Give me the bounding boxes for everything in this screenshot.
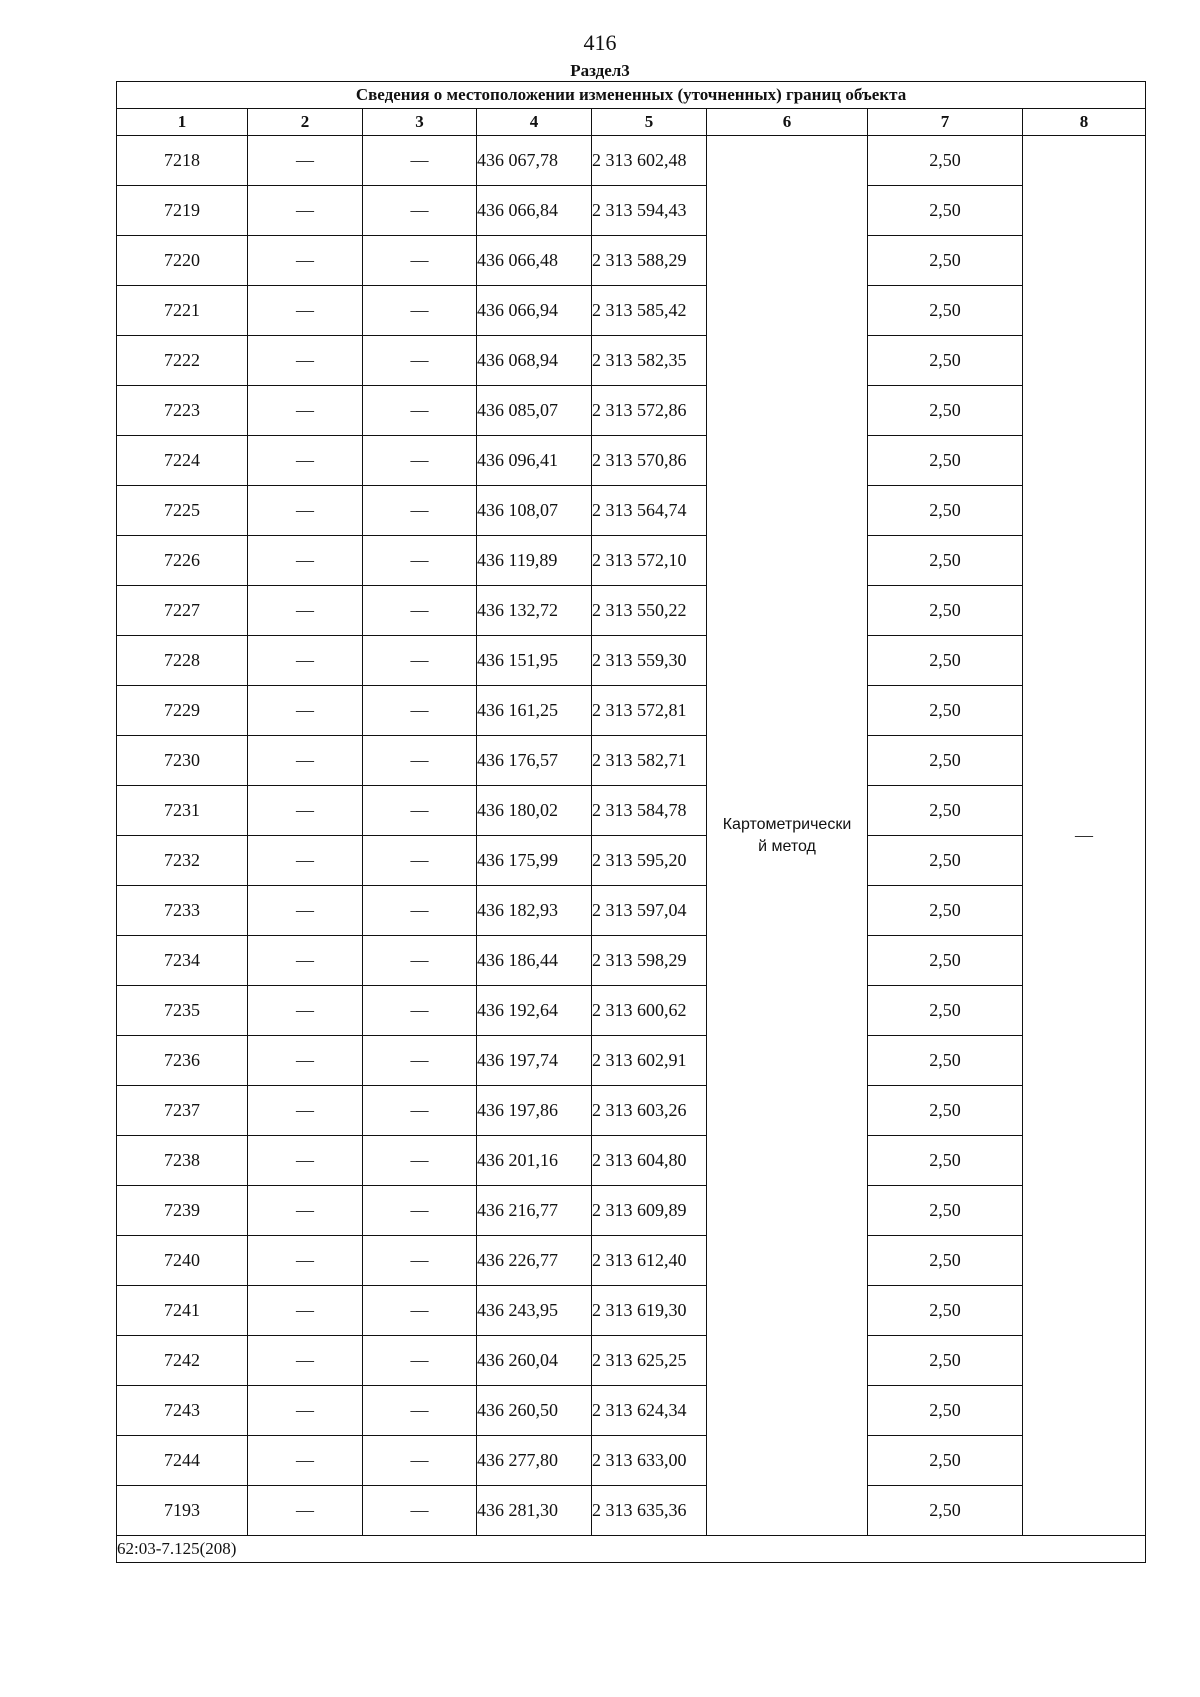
point-number-cell: 7193 <box>117 1486 248 1536</box>
accuracy-cell: 2,50 <box>868 786 1023 836</box>
x-coordinate-cell: 436 182,93 <box>477 886 592 936</box>
y-coordinate-cell: 2 313 612,40 <box>592 1236 707 1286</box>
accuracy-cell: 2,50 <box>868 536 1023 586</box>
table-row <box>117 1486 1146 1536</box>
table-row <box>117 836 1146 886</box>
accuracy-cell: 2,50 <box>868 1036 1023 1086</box>
y-coordinate-cell: 2 313 602,48 <box>592 136 707 186</box>
accuracy-cell: 2,50 <box>868 586 1023 636</box>
column-3-cell: — <box>363 986 477 1036</box>
y-coordinate-cell: 2 313 588,29 <box>592 236 707 286</box>
method-line-2: й метод <box>758 837 816 855</box>
column-3-cell: — <box>363 336 477 386</box>
x-coordinate-cell: 436 066,84 <box>477 186 592 236</box>
table-row <box>117 386 1146 436</box>
y-coordinate-cell: 2 313 585,42 <box>592 286 707 336</box>
y-coordinate-cell: 2 313 582,71 <box>592 736 707 786</box>
column-2-cell: — <box>248 1386 363 1436</box>
table-row <box>117 786 1146 836</box>
y-coordinate-cell: 2 313 619,30 <box>592 1286 707 1336</box>
x-coordinate-cell: 436 216,77 <box>477 1186 592 1236</box>
column-2-cell: — <box>248 1186 363 1236</box>
y-coordinate-cell: 2 313 559,30 <box>592 636 707 686</box>
y-coordinate-cell: 2 313 624,34 <box>592 1386 707 1436</box>
table-row <box>117 686 1146 736</box>
column-3-cell: — <box>363 536 477 586</box>
table-row <box>117 186 1146 236</box>
point-number-cell: 7224 <box>117 436 248 486</box>
column-2-cell: — <box>248 186 363 236</box>
accuracy-cell: 2,50 <box>868 1386 1023 1436</box>
point-number-cell: 7221 <box>117 286 248 336</box>
accuracy-cell: 2,50 <box>868 686 1023 736</box>
column-2-cell: — <box>248 236 363 286</box>
table-row <box>117 1186 1146 1236</box>
column-2-cell: — <box>248 1336 363 1386</box>
column-2-cell: — <box>248 1486 363 1536</box>
accuracy-cell: 2,50 <box>868 436 1023 486</box>
x-coordinate-cell: 436 132,72 <box>477 586 592 636</box>
column-number: 7 <box>868 109 1023 136</box>
column-3-cell: — <box>363 386 477 436</box>
column-2-cell: — <box>248 1086 363 1136</box>
accuracy-cell: 2,50 <box>868 236 1023 286</box>
method-line-1: Картометрически <box>722 815 852 833</box>
column-2-cell: — <box>248 536 363 586</box>
column-3-cell: — <box>363 1436 477 1486</box>
column-2-cell: — <box>248 836 363 886</box>
point-number-cell: 7237 <box>117 1086 248 1136</box>
column-8-cell: — <box>1023 136 1146 1536</box>
column-2-cell: — <box>248 1436 363 1486</box>
coordinates-table <box>116 81 1146 1563</box>
column-2-cell: — <box>248 1136 363 1186</box>
column-3-cell: — <box>363 886 477 936</box>
column-3-cell: — <box>363 686 477 736</box>
y-coordinate-cell: 2 313 572,86 <box>592 386 707 436</box>
point-number-cell: 7223 <box>117 386 248 436</box>
y-coordinate-cell: 2 313 602,91 <box>592 1036 707 1086</box>
column-number: 4 <box>477 109 592 136</box>
point-number-cell: 7234 <box>117 936 248 986</box>
x-coordinate-cell: 436 277,80 <box>477 1436 592 1486</box>
x-coordinate-cell: 436 176,57 <box>477 736 592 786</box>
column-3-cell: — <box>363 186 477 236</box>
column-3-cell: — <box>363 1286 477 1336</box>
y-coordinate-cell: 2 313 595,20 <box>592 836 707 886</box>
column-3-cell: — <box>363 236 477 286</box>
column-3-cell: — <box>363 1236 477 1286</box>
table-row <box>117 1086 1146 1136</box>
x-coordinate-cell: 436 066,48 <box>477 236 592 286</box>
y-coordinate-cell: 2 313 609,89 <box>592 1186 707 1236</box>
table-row <box>117 1436 1146 1486</box>
table-row <box>117 586 1146 636</box>
column-2-cell: — <box>248 486 363 536</box>
table-row <box>117 1386 1146 1436</box>
x-coordinate-cell: 436 260,50 <box>477 1386 592 1436</box>
accuracy-cell: 2,50 <box>868 736 1023 786</box>
point-number-cell: 7219 <box>117 186 248 236</box>
accuracy-cell: 2,50 <box>868 986 1023 1036</box>
accuracy-cell: 2,50 <box>868 836 1023 886</box>
table-row <box>117 336 1146 386</box>
accuracy-cell: 2,50 <box>868 486 1023 536</box>
accuracy-cell: 2,50 <box>868 1236 1023 1286</box>
table-caption: Сведения о местоположении измененных (уточненных) границ объекта <box>117 82 1146 109</box>
y-coordinate-cell: 2 313 633,00 <box>592 1436 707 1486</box>
column-3-cell: — <box>363 936 477 986</box>
table-row <box>117 1036 1146 1086</box>
column-3-cell: — <box>363 1136 477 1186</box>
x-coordinate-cell: 436 186,44 <box>477 936 592 986</box>
point-number-cell: 7235 <box>117 986 248 1036</box>
x-coordinate-cell: 436 175,99 <box>477 836 592 886</box>
section-title: Раздел3 <box>570 61 630 80</box>
table-footer: 62:03-7.125(208) <box>117 1536 1146 1563</box>
y-coordinate-cell: 2 313 625,25 <box>592 1336 707 1386</box>
x-coordinate-cell: 436 192,64 <box>477 986 592 1036</box>
y-coordinate-cell: 2 313 564,74 <box>592 486 707 536</box>
table-row <box>117 286 1146 336</box>
column-2-cell: — <box>248 686 363 736</box>
column-number: 5 <box>592 109 707 136</box>
table-row <box>117 536 1146 586</box>
point-number-cell: 7231 <box>117 786 248 836</box>
column-2-cell: — <box>248 586 363 636</box>
table-row <box>117 1136 1146 1186</box>
x-coordinate-cell: 436 260,04 <box>477 1336 592 1386</box>
column-number: 8 <box>1023 109 1146 136</box>
y-coordinate-cell: 2 313 550,22 <box>592 586 707 636</box>
accuracy-cell: 2,50 <box>868 936 1023 986</box>
column-number: 2 <box>248 109 363 136</box>
x-coordinate-cell: 436 096,41 <box>477 436 592 486</box>
column-number: 1 <box>117 109 248 136</box>
column-3-cell: — <box>363 586 477 636</box>
column-3-cell: — <box>363 1186 477 1236</box>
column-3-cell: — <box>363 486 477 536</box>
x-coordinate-cell: 436 085,07 <box>477 386 592 436</box>
column-number-row <box>117 109 1146 136</box>
point-number-cell: 7225 <box>117 486 248 536</box>
column-2-cell: — <box>248 1236 363 1286</box>
column-3-cell: — <box>363 436 477 486</box>
column-3-cell: — <box>363 1036 477 1086</box>
table-row <box>117 886 1146 936</box>
table-row <box>117 1336 1146 1386</box>
point-number-cell: 7228 <box>117 636 248 686</box>
x-coordinate-cell: 436 151,95 <box>477 636 592 686</box>
column-2-cell: — <box>248 1036 363 1086</box>
x-coordinate-cell: 436 119,89 <box>477 536 592 586</box>
column-2-cell: — <box>248 736 363 786</box>
x-coordinate-cell: 436 197,86 <box>477 1086 592 1136</box>
x-coordinate-cell: 436 067,78 <box>477 136 592 186</box>
point-number-cell: 7220 <box>117 236 248 286</box>
y-coordinate-cell: 2 313 572,81 <box>592 686 707 736</box>
accuracy-cell: 2,50 <box>868 1286 1023 1336</box>
point-number-cell: 7226 <box>117 536 248 586</box>
accuracy-cell: 2,50 <box>868 286 1023 336</box>
column-2-cell: — <box>248 1286 363 1336</box>
table-row <box>117 636 1146 686</box>
column-3-cell: — <box>363 636 477 686</box>
y-coordinate-cell: 2 313 572,10 <box>592 536 707 586</box>
point-number-cell: 7218 <box>117 136 248 186</box>
point-number-cell: 7241 <box>117 1286 248 1336</box>
point-number-cell: 7239 <box>117 1186 248 1236</box>
point-number-cell: 7227 <box>117 586 248 636</box>
column-3-cell: — <box>363 136 477 186</box>
column-2-cell: — <box>248 286 363 336</box>
accuracy-cell: 2,50 <box>868 1436 1023 1486</box>
y-coordinate-cell: 2 313 598,29 <box>592 936 707 986</box>
point-number-cell: 7232 <box>117 836 248 886</box>
column-2-cell: — <box>248 436 363 486</box>
y-coordinate-cell: 2 313 584,78 <box>592 786 707 836</box>
column-3-cell: — <box>363 286 477 336</box>
point-number-cell: 7243 <box>117 1386 248 1436</box>
column-3-cell: — <box>363 1336 477 1386</box>
x-coordinate-cell: 436 243,95 <box>477 1286 592 1336</box>
column-2-cell: — <box>248 786 363 836</box>
x-coordinate-cell: 436 161,25 <box>477 686 592 736</box>
point-number-cell: 7238 <box>117 1136 248 1186</box>
y-coordinate-cell: 2 313 600,62 <box>592 986 707 1036</box>
x-coordinate-cell: 436 281,30 <box>477 1486 592 1536</box>
point-number-cell: 7233 <box>117 886 248 936</box>
column-2-cell: — <box>248 886 363 936</box>
table-row <box>117 986 1146 1036</box>
column-3-cell: — <box>363 1386 477 1436</box>
y-coordinate-cell: 2 313 635,36 <box>592 1486 707 1536</box>
x-coordinate-cell: 436 108,07 <box>477 486 592 536</box>
x-coordinate-cell: 436 226,77 <box>477 1236 592 1286</box>
accuracy-cell: 2,50 <box>868 1086 1023 1136</box>
column-number: 6 <box>707 109 868 136</box>
column-2-cell: — <box>248 336 363 386</box>
column-2-cell: — <box>248 936 363 986</box>
column-3-cell: — <box>363 786 477 836</box>
table-row <box>117 736 1146 786</box>
point-number-cell: 7229 <box>117 686 248 736</box>
method-cell <box>707 136 868 1536</box>
column-3-cell: — <box>363 1486 477 1536</box>
point-number-cell: 7240 <box>117 1236 248 1286</box>
accuracy-cell: 2,50 <box>868 1486 1023 1536</box>
column-2-cell: — <box>248 136 363 186</box>
column-number: 3 <box>363 109 477 136</box>
column-3-cell: — <box>363 1086 477 1136</box>
x-coordinate-cell: 436 197,74 <box>477 1036 592 1086</box>
x-coordinate-cell: 436 068,94 <box>477 336 592 386</box>
x-coordinate-cell: 436 066,94 <box>477 286 592 336</box>
table-row <box>117 436 1146 486</box>
accuracy-cell: 2,50 <box>868 1186 1023 1236</box>
table-row <box>117 236 1146 286</box>
point-number-cell: 7230 <box>117 736 248 786</box>
accuracy-cell: 2,50 <box>868 1136 1023 1186</box>
table-row <box>117 1286 1146 1336</box>
accuracy-cell: 2,50 <box>868 336 1023 386</box>
column-3-cell: — <box>363 836 477 886</box>
accuracy-cell: 2,50 <box>868 1336 1023 1386</box>
y-coordinate-cell: 2 313 603,26 <box>592 1086 707 1136</box>
column-2-cell: — <box>248 986 363 1036</box>
table-row <box>117 486 1146 536</box>
column-2-cell: — <box>248 386 363 436</box>
accuracy-cell: 2,50 <box>868 386 1023 436</box>
x-coordinate-cell: 436 180,02 <box>477 786 592 836</box>
column-2-cell: — <box>248 636 363 686</box>
y-coordinate-cell: 2 313 594,43 <box>592 186 707 236</box>
accuracy-cell: 2,50 <box>868 636 1023 686</box>
y-coordinate-cell: 2 313 604,80 <box>592 1136 707 1186</box>
table-row <box>117 936 1146 986</box>
point-number-cell: 7236 <box>117 1036 248 1086</box>
table-row <box>117 1236 1146 1286</box>
y-coordinate-cell: 2 313 582,35 <box>592 336 707 386</box>
accuracy-cell: 2,50 <box>868 136 1023 186</box>
page-number: 416 <box>583 30 617 55</box>
y-coordinate-cell: 2 313 570,86 <box>592 436 707 486</box>
point-number-cell: 7242 <box>117 1336 248 1386</box>
accuracy-cell: 2,50 <box>868 886 1023 936</box>
table-row <box>117 136 1146 186</box>
accuracy-cell: 2,50 <box>868 186 1023 236</box>
point-number-cell: 7244 <box>117 1436 248 1486</box>
y-coordinate-cell: 2 313 597,04 <box>592 886 707 936</box>
column-3-cell: — <box>363 736 477 786</box>
point-number-cell: 7222 <box>117 336 248 386</box>
x-coordinate-cell: 436 201,16 <box>477 1136 592 1186</box>
